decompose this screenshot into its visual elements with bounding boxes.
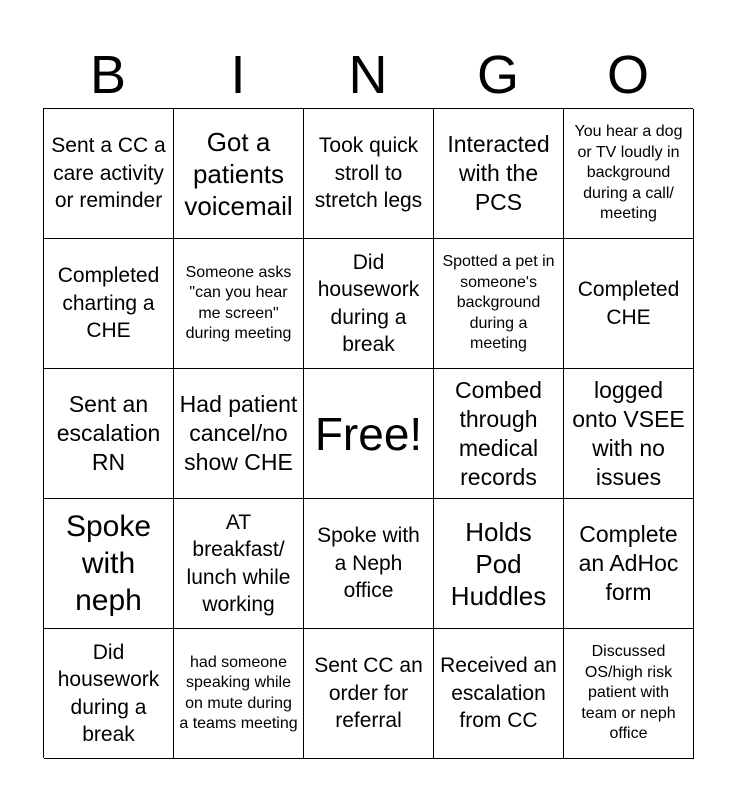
bingo-cell[interactable] <box>564 629 694 759</box>
bingo-cell[interactable] <box>174 629 304 759</box>
cell-text: Discussed OS/high risk patient with team or neph office <box>581 643 676 743</box>
header-letter-i: I <box>230 45 246 105</box>
cell-text: Holds Pod Huddles <box>450 516 547 611</box>
bingo-cell[interactable] <box>44 499 174 629</box>
bingo-grid <box>43 108 693 758</box>
bingo-header <box>43 45 693 105</box>
header-letter-b: B <box>89 45 127 105</box>
cell-text: Sent an escalation RN <box>56 391 161 475</box>
cell-text: Completed charting a CHE <box>57 264 160 343</box>
cell-text: had someone speaking while on mute during a teams meeting <box>179 653 298 732</box>
cell-text: Complete an AdHoc form <box>578 521 679 605</box>
bingo-cell[interactable] <box>174 499 304 629</box>
bingo-cell[interactable] <box>44 369 174 499</box>
cell-text: Combed through medical records <box>455 376 542 490</box>
bingo-cell[interactable] <box>304 239 434 369</box>
bingo-cell[interactable] <box>434 629 564 759</box>
cell-text: You hear a dog or TV loudly in background during a call/ meeting <box>574 123 683 223</box>
header-letter-g: G <box>476 45 519 105</box>
bingo-cell[interactable] <box>304 629 434 759</box>
cell-text: Sent CC an order for referral <box>314 654 423 733</box>
cell-text: Spotted a pet in someone's background during a meeting <box>442 253 555 353</box>
cell-text: Received an escalation from CC <box>440 654 557 733</box>
cell-text: Got a patients voicemail <box>184 126 293 221</box>
bingo-cell[interactable] <box>44 109 174 239</box>
cell-text: Someone asks "can you hear me screen" during meeting <box>185 263 292 342</box>
cell-text: Did housework during a break <box>57 640 160 746</box>
free-space-label: Free! <box>314 407 423 460</box>
cell-text: Took quick stroll to stretch legs <box>314 134 423 213</box>
bingo-cell[interactable] <box>564 109 694 239</box>
bingo-cell[interactable] <box>44 629 174 759</box>
cell-text: Completed CHE <box>577 278 680 329</box>
bingo-cell[interactable] <box>564 499 694 629</box>
cell-text: Did housework during a break <box>317 250 420 356</box>
cell-text: Spoke with neph <box>65 510 152 617</box>
bingo-cell[interactable] <box>434 109 564 239</box>
bingo-cell[interactable] <box>564 369 694 499</box>
bingo-cell[interactable] <box>434 499 564 629</box>
free-space-cell[interactable] <box>304 369 434 499</box>
cell-text: Spoke with a Neph office <box>317 524 420 603</box>
bingo-cell[interactable] <box>44 239 174 369</box>
cell-text: Had patient cancel/no show CHE <box>179 391 298 475</box>
bingo-cell[interactable] <box>564 239 694 369</box>
cell-text: Sent a CC a care activity or reminder <box>51 134 166 213</box>
cell-text: Interacted with the PCS <box>447 131 550 215</box>
bingo-cell[interactable] <box>174 109 304 239</box>
bingo-cell[interactable] <box>174 369 304 499</box>
bingo-cell[interactable] <box>434 239 564 369</box>
header-letter-n: N <box>348 45 388 105</box>
bingo-cell[interactable] <box>304 109 434 239</box>
header-letter-o: O <box>606 45 649 105</box>
bingo-cell[interactable] <box>304 499 434 629</box>
bingo-cell[interactable] <box>174 239 304 369</box>
bingo-cell[interactable] <box>434 369 564 499</box>
cell-text: AT breakfast/ lunch while working <box>186 510 291 616</box>
cell-text: logged onto VSEE with no issues <box>572 376 685 490</box>
